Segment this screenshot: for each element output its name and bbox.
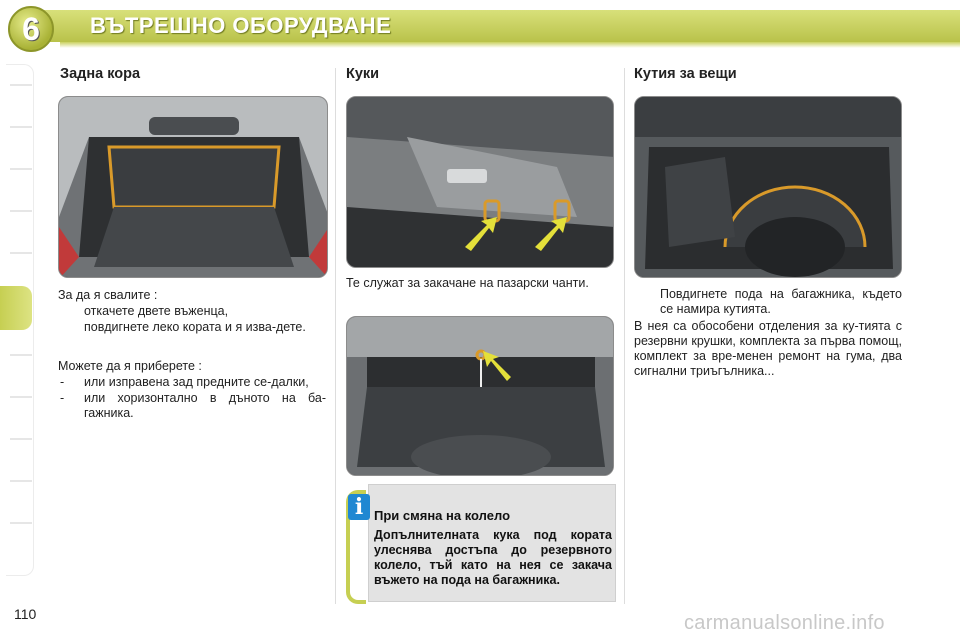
chapter-tab[interactable]: [10, 438, 32, 440]
info-title: При смяна на колело: [374, 508, 511, 523]
chapter-tab-active[interactable]: [0, 286, 32, 330]
spare-wheel-hook-photo: [346, 316, 614, 476]
paragraph: За да я свалите :: [58, 288, 158, 302]
chapter-tab[interactable]: [10, 168, 32, 170]
chapter-tab[interactable]: [10, 396, 32, 398]
chapter-tab[interactable]: [10, 354, 32, 356]
watermark: carmanualsonline.info: [684, 612, 885, 634]
chapter-tab[interactable]: [10, 252, 32, 254]
rear-shelf-photo: [58, 96, 328, 278]
hooks-photo: [346, 96, 614, 268]
chapter-tab[interactable]: [10, 84, 32, 86]
info-icon: i: [348, 494, 370, 520]
bullet-item: откачете двете въженца,: [84, 304, 229, 318]
chapter-tab[interactable]: [10, 126, 32, 128]
chapter-number-badge: 6: [8, 6, 54, 52]
paragraph: Можете да я приберете :: [58, 359, 202, 373]
rear-shelf-instructions: [58, 288, 326, 421]
info-box: [346, 480, 618, 604]
dash-item: - или хоризонтално в дъното на ба-гажника.: [60, 391, 326, 420]
bullet-item: Повдигнете пода на багажника, където се намира кутията.: [660, 287, 902, 316]
chapter-tab[interactable]: [10, 480, 32, 482]
storage-box-photo: [634, 96, 902, 278]
info-text: Допълнителната кука под кората улеснява достъпа до резервното колело, тъй като на нея се закача въжето на пода на багажника.: [374, 528, 612, 587]
section-title-storage-box: Кутия за вещи: [634, 66, 737, 82]
column-separator: [335, 68, 336, 604]
section-title-rear-shelf: Задна кора: [60, 66, 141, 82]
page-number: 110: [14, 606, 37, 622]
chapter-title: ВЪТРЕШНО ОБОРУДВАНЕ: [90, 13, 392, 38]
section-title-hooks: Куки: [346, 66, 380, 82]
storage-box-instructions: [634, 287, 902, 379]
hooks-description: Те служат за закачане на пазарски чанти.: [346, 276, 589, 290]
column-separator: [624, 68, 625, 604]
dash-item: - или изправена зад предните се-далки,: [60, 375, 309, 389]
chapter-tab[interactable]: [10, 210, 32, 212]
paragraph: В нея са обособени отделения за ку-тията с резервни крушки, комплекта за първа помощ, комплект за вре-менен ремонт на гума, два сигнални триъгълника...: [634, 319, 902, 378]
chapter-tab-strip: [0, 64, 34, 576]
chapter-tab[interactable]: [10, 522, 32, 524]
chapter-header: [0, 0, 960, 58]
bullet-item: повдигнете леко кората и я изва-дете.: [84, 320, 306, 334]
